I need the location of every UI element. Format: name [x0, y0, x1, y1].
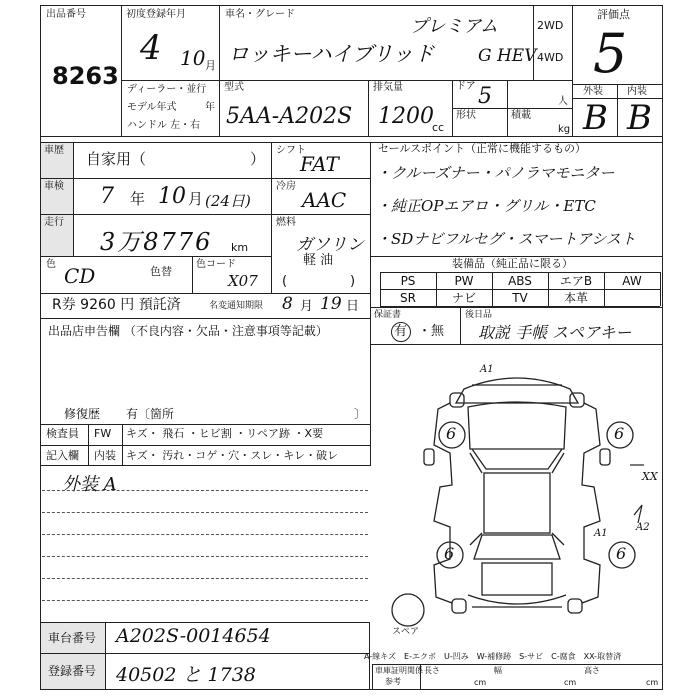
car-diagram	[372, 345, 662, 645]
garage-hei-unit: cm	[646, 678, 659, 687]
repair-value: 有〔箇所	[126, 407, 175, 421]
inspector-row2-a: 内装	[94, 449, 116, 462]
warranty-label: 保証書	[374, 310, 402, 320]
regno-value: 40502 と 1738	[116, 664, 256, 686]
legend-text: A-線キズ E-エクボ U-凹み W-補修跡 S-サビ C-腐食 XX-取替済	[364, 652, 622, 661]
equipment-item: エアB	[559, 274, 593, 288]
equipment-item: TV	[512, 291, 528, 305]
regno-label: 登録番号	[48, 664, 97, 678]
equipment-item: 本革	[563, 291, 588, 305]
rear-label: 後日品	[465, 310, 493, 320]
model-value: 5AA-A202S	[226, 104, 353, 129]
mark-xx: XX	[642, 470, 658, 483]
garage-wid-unit: cm	[564, 678, 577, 687]
color-label: 色	[46, 259, 56, 270]
drive-4wd: 4WD	[537, 51, 564, 64]
equipment-item: PS	[400, 274, 416, 288]
inspection-label: 車検	[44, 181, 64, 192]
fuel-paren-l: (	[282, 274, 288, 289]
ac-label: 冷房	[276, 181, 296, 192]
fuel-label: 燃料	[276, 217, 296, 228]
car-variant: G HEV	[478, 46, 537, 66]
inspector-row1-a: FW	[94, 427, 112, 440]
lot-label: 出品番号	[46, 9, 86, 20]
name-change-month: 8	[282, 294, 293, 314]
history-box	[40, 142, 272, 179]
chassis-label: 車台番号	[48, 631, 97, 645]
displacement-value: 1200	[378, 104, 434, 129]
inspection-month: 10	[158, 184, 186, 209]
equipment-item: ABS	[508, 274, 532, 288]
equipment-item: SR	[400, 291, 416, 305]
color-value: CD	[64, 264, 96, 288]
mileage-label: 走行	[44, 217, 64, 228]
model-year-unit: 年	[205, 102, 215, 113]
inspector-label-1: 検査員	[46, 427, 79, 440]
score-label: 評価点	[597, 8, 630, 21]
score-int-label: 内装	[627, 86, 647, 97]
tire-front-left: 6	[446, 424, 457, 443]
inspector-label-2: 記入欄	[46, 449, 79, 462]
tire-front-right: 6	[614, 424, 625, 443]
color-code-label: 色コード	[196, 259, 236, 270]
name-change-month-unit: 月	[300, 299, 314, 314]
spare-label: スペア	[392, 627, 420, 637]
handle-label: ハンドル 左・右	[127, 120, 201, 131]
model-label: 型式	[224, 82, 244, 93]
color-change-label: 色替	[150, 265, 172, 278]
history-value: 自家用（	[86, 150, 147, 168]
equipment-label: 装備品（純正品に限る）	[452, 257, 573, 270]
history-close: ）	[250, 150, 266, 168]
mark-a1-top: A1	[480, 364, 494, 375]
sales-label: セールスポイント（正常に機能するもの）	[378, 142, 587, 155]
dealer-label: ディーラー・並行	[127, 84, 207, 95]
equipment-item: PW	[454, 274, 474, 288]
sales-line-3: ・SDナビフルセグ・スマートアシスト	[376, 230, 636, 248]
fuel-value: ガソリン	[296, 235, 364, 255]
mileage-value: 3万8776	[100, 228, 213, 256]
repair-close: 〕	[354, 407, 367, 421]
shift-value: FAT	[300, 152, 339, 176]
rear-value: 取説 手帳 スペアキー	[478, 323, 632, 342]
name-change-day: 19	[320, 294, 342, 314]
fuel-option: 軽 油	[303, 253, 334, 268]
inspector-row1-b: キズ・ 飛石 ・ヒビ割 ・リペア跡 ・X要	[126, 427, 324, 440]
inspection-year: 7	[100, 184, 114, 209]
lot-number: 8263	[52, 62, 119, 90]
ac-value: AAC	[302, 188, 347, 212]
displacement-unit: cc	[432, 121, 445, 134]
car-name: ロッキーハイブリッド	[228, 42, 435, 66]
load-label: 積載	[511, 110, 531, 121]
drive-2wd: 2WD	[537, 19, 564, 32]
score-ext-label: 外装	[583, 86, 603, 97]
car-grade: プレミアム	[410, 16, 499, 37]
repair-label: 修復歴	[64, 407, 101, 421]
car-name-label: 車名・グレード	[225, 9, 295, 20]
mark-a1-side: A1	[594, 528, 608, 539]
name-change-day-unit: 日	[346, 299, 360, 314]
warranty-no: ・無	[418, 324, 445, 339]
first-reg-year: 4	[140, 28, 162, 68]
inspector-row2-b: キズ・ 汚れ・コゲ・穴・スレ・キレ・破レ	[126, 449, 339, 462]
garage-hei: 高さ	[584, 666, 600, 675]
tire-rear-left: 6	[444, 544, 455, 563]
model-year-label: モデル年式	[127, 102, 177, 113]
garage-len: 長さ	[424, 666, 440, 675]
shape-label: 形状	[456, 110, 476, 121]
score-int: B	[627, 98, 652, 138]
garage-label: 車庫証明関係	[375, 666, 423, 675]
first-reg-month-unit: 月	[205, 59, 216, 72]
score-ext: B	[583, 98, 608, 138]
fuel-paren-r: )	[350, 274, 356, 289]
equipment-item: ナビ	[451, 291, 476, 305]
color-code: X07	[228, 272, 258, 290]
first-reg-label: 初度登録年月	[126, 9, 186, 20]
displacement-label: 排気量	[373, 82, 403, 93]
garage-len-unit: cm	[474, 678, 487, 687]
capacity-unit: 人	[558, 96, 568, 107]
first-reg-month: 10	[180, 46, 206, 70]
chassis-value: A202S-0014654	[116, 625, 271, 647]
inspection-day: (24日)	[205, 192, 251, 210]
garage-ref: 参考	[385, 677, 401, 686]
notes-line-1: 外装 A	[62, 474, 117, 495]
name-change-label: 名変通知期限	[209, 301, 264, 311]
history-label: 車歴	[44, 145, 64, 156]
inspection-month-unit: 月	[188, 190, 204, 208]
mark-a2: A2	[636, 522, 650, 533]
tire-rear-right: 6	[616, 544, 627, 563]
load-unit: kg	[558, 124, 571, 135]
garage-wid: 幅	[494, 666, 502, 675]
score-value: 5	[593, 22, 628, 85]
declaration-label: 出品店申告欄 （不良内容・欠品・注意事項等記載）	[48, 324, 328, 338]
sales-line-1: ・クルーズナー・パノラマモニター	[376, 164, 615, 182]
mileage-unit: km	[231, 241, 249, 254]
inspection-year-unit: 年	[130, 190, 146, 208]
sales-line-2: ・純正OPエアロ・グリル・ETC	[376, 197, 596, 215]
door-label: ドア	[456, 81, 476, 92]
recycle-value: R券 9260 円 預託済	[52, 297, 181, 313]
equipment-item: AW	[622, 274, 642, 288]
shift-label: シフト	[276, 145, 306, 156]
drive-box	[533, 5, 573, 81]
door-value: 5	[478, 84, 492, 109]
warranty-yes: 有	[394, 324, 408, 339]
